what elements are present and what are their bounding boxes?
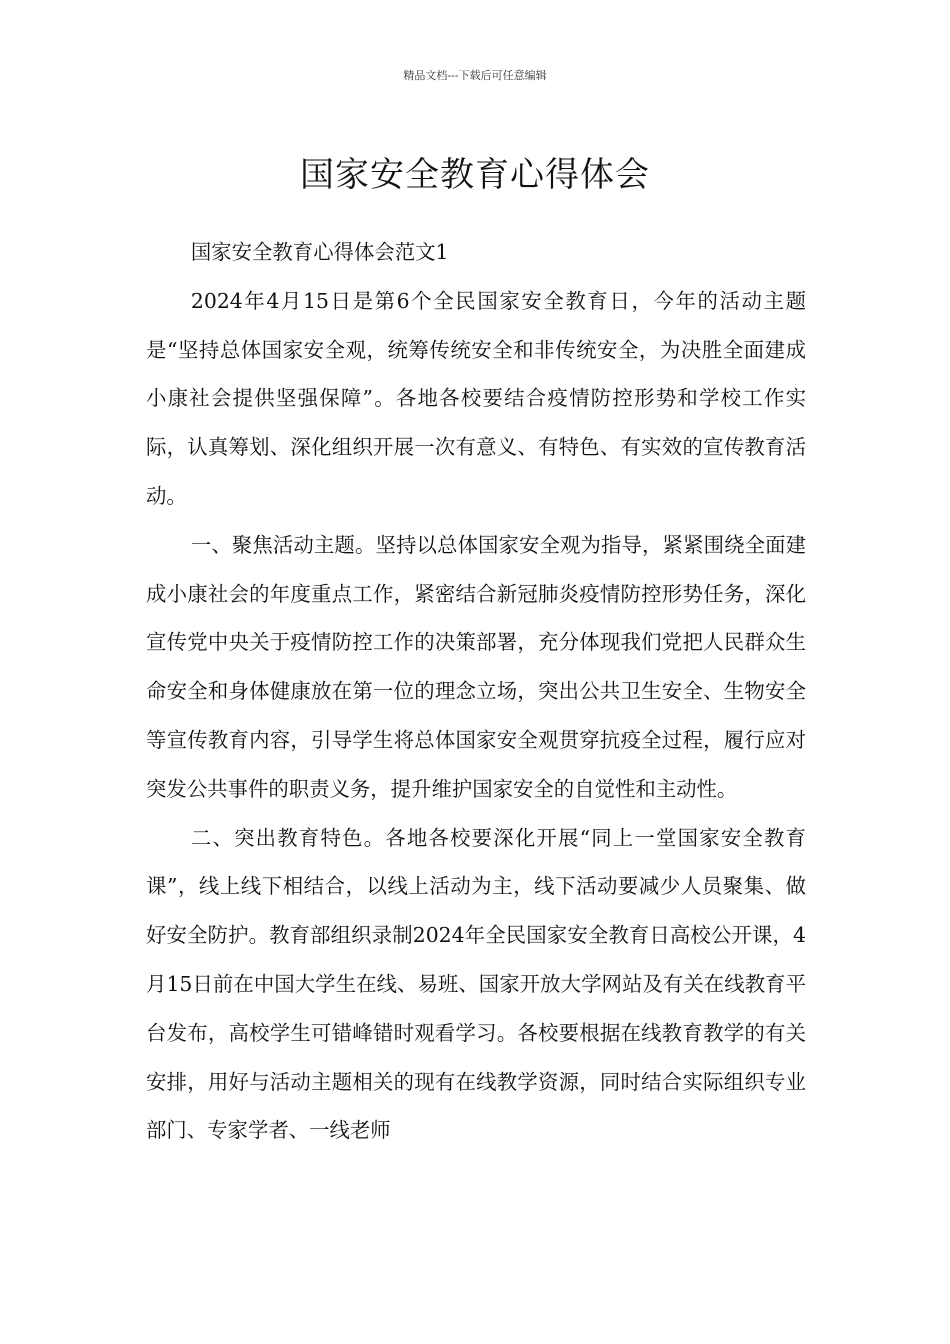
body-paragraph: 二、突出教育特色。各地各校要深化开展“同上一堂国家安全教育课”，线上线下相结合，以线上活动为主，线下活动要减少人员聚集、做好安全防护。教育部组织录制2024年全民国家安全教育日高校公开课，4月15日前在中国大学生在线、易班、国家开放大学网站及有关在线教育平台发布，高校学生可错峰错时观看学习。各校要根据在线教育教学的有关安排，用好与活动主题相关的现有在线教学资源，同时结合实际组织专业部门、专家学者、一线老师 bbox=[146, 825, 806, 1143]
body-paragraph: 2024年4月15日是第6个全民国家安全教育日，今年的活动主题是“坚持总体国家安全观，统筹传统安全和非传统安全，为决胜全面建成小康社会提供坚强保障”。各地各校要结合疫情防控形势和学校工作实际，认真筹划、深化组织开展一次有意义、有特色、有实效的宣传教育活动。 bbox=[146, 288, 806, 508]
body-paragraph: 一、聚焦活动主题。坚持以总体国家安全观为指导，紧紧围绕全面建成小康社会的年度重点工作，紧密结合新冠肺炎疫情防控形势任务，深化宣传党中央关于疫情防控工作的决策部署，充分体现我们党把人民群众生命安全和身体健康放在第一位的理念立场，突出公共卫生安全、生物安全等宣传教育内容，引导学生将总体国家安全观贯穿抗疫全过程，履行应对突发公共事件的职责义务，提升维护国家安全的自觉性和主动性。 bbox=[146, 532, 806, 801]
document-body bbox=[146, 228, 806, 1155]
section-heading: 国家安全教育心得体会范文1 bbox=[190, 240, 449, 264]
page-header-note: 精品文档---下载后可任意编辑 bbox=[403, 69, 547, 82]
document-title: 国家安全教育心得体会 bbox=[300, 154, 650, 195]
